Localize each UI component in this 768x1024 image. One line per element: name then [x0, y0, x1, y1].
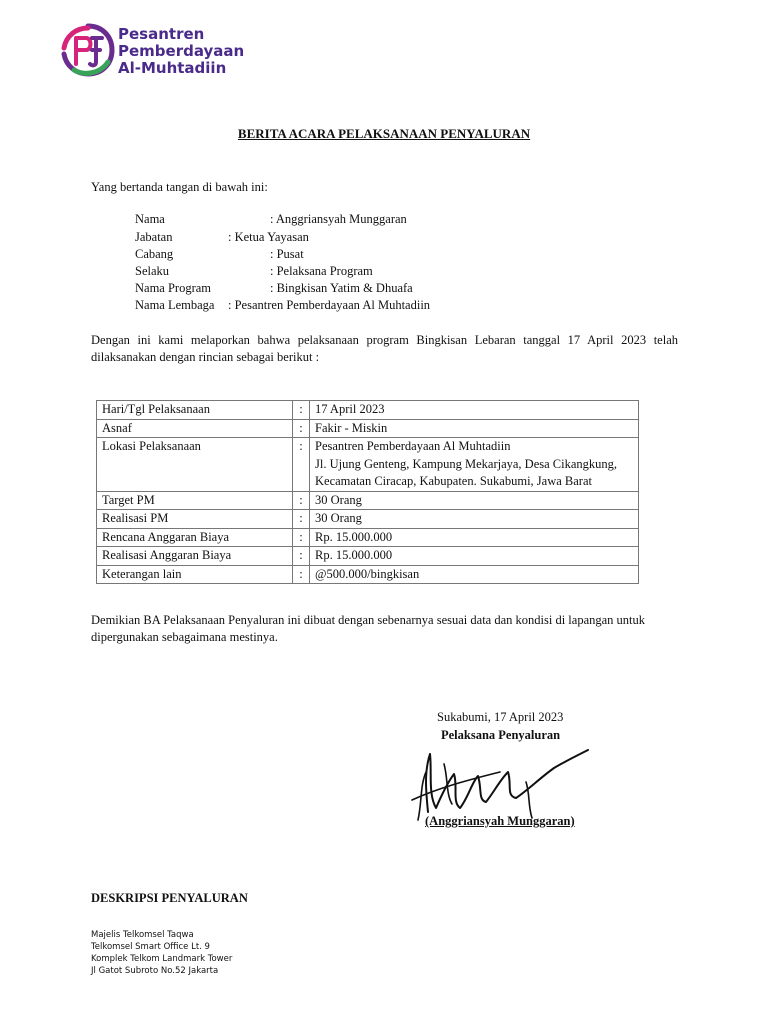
table-row: [97, 419, 639, 438]
detail-label: Rencana Anggaran Biaya: [97, 528, 293, 547]
address-line: Jl Gatot Subroto No.52 Jakarta: [91, 966, 219, 976]
detail-separator: :: [293, 547, 310, 566]
table-row: [97, 438, 639, 492]
detail-separator: :: [293, 419, 310, 438]
field-label: Nama Program: [135, 281, 212, 295]
description-heading: DESKRIPSI PENYALURAN: [91, 891, 248, 905]
signature-name: (Anggriansyah Munggaran): [425, 814, 575, 828]
report-paragraph: Dengan ini kami melaporkan bahwa pelaksanaan program Bingkisan Lebaran tanggal 17 April 2023 telah dilaksanakan dengan rincian sebagai berikut :: [91, 333, 678, 364]
detail-value: 17 April 2023: [310, 401, 639, 420]
details-table: [96, 400, 639, 584]
detail-value: Fakir - Miskin: [310, 419, 639, 438]
field-label: Cabang: [135, 247, 174, 261]
field-value: : Pusat: [270, 247, 304, 261]
field-value: : Bingkisan Yatim & Dhuafa: [270, 281, 413, 295]
address-line: Komplek Telkom Landmark Tower: [91, 954, 233, 964]
detail-value: Rp. 15.000.000: [310, 547, 639, 566]
signature-place-date: Sukabumi, 17 April 2023: [437, 710, 564, 724]
table-row: [97, 401, 639, 420]
organization-name-line-2: Pemberdayaan: [118, 42, 245, 60]
field-value: : Pesantren Pemberdayaan Al Muhtadiin: [228, 298, 431, 312]
address-line: Majelis Telkomsel Taqwa: [91, 930, 194, 940]
address-block: [91, 929, 232, 977]
detail-separator: :: [293, 565, 310, 584]
organization-name-line-3: Al-Muhtadiin: [118, 59, 227, 77]
field-value: : Pelaksana Program: [270, 264, 373, 278]
detail-value: 30 Orang: [310, 510, 639, 529]
detail-value-line: Pesantren Pemberdayaan Al Muhtadiin: [315, 439, 511, 453]
document-title: BERITA ACARA PELAKSANAAN PENYALURAN: [237, 126, 531, 141]
detail-value-line: Kecamatan Ciracap, Kabupaten. Sukabumi, Jawa Barat: [315, 474, 592, 488]
organization-logo: [60, 22, 116, 78]
field-label: Selaku: [135, 264, 170, 278]
table-row: [97, 547, 639, 566]
field-value: : Ketua Yayasan: [228, 230, 309, 244]
organization-name-line-1: Pesantren: [118, 25, 205, 43]
detail-value-line: Jl. Ujung Genteng, Kampung Mekarjaya, Desa Cikangkung,: [315, 456, 618, 471]
field-label: Jabatan: [135, 230, 173, 244]
detail-label: Keterangan lain: [97, 565, 293, 584]
detail-value: [310, 438, 639, 492]
field-value: : Anggriansyah Munggaran: [270, 212, 407, 226]
table-row: [97, 510, 639, 529]
detail-separator: :: [293, 491, 310, 510]
detail-label: Hari/Tgl Pelaksanaan: [97, 401, 293, 420]
detail-separator: :: [293, 438, 310, 492]
address-line: Telkomsel Smart Office Lt. 9: [91, 942, 210, 952]
signature-role: Pelaksana Penyaluran: [441, 728, 561, 742]
field-label: Nama: [135, 212, 165, 226]
detail-value: Rp. 15.000.000: [310, 528, 639, 547]
organization-name: [118, 26, 244, 77]
table-row: [97, 491, 639, 510]
detail-label: Realisasi PM: [97, 510, 293, 529]
detail-separator: :: [293, 401, 310, 420]
detail-separator: :: [293, 510, 310, 529]
closing-paragraph: Demikian BA Pelaksanaan Penyaluran ini dibuat dengan sebenarnya sesuai data dan kondisi di lapangan untuk dipergunakan sebagaimana mestinya.: [91, 613, 646, 644]
detail-separator: :: [293, 528, 310, 547]
detail-label: Asnaf: [97, 419, 293, 438]
detail-label: Target PM: [97, 491, 293, 510]
table-row: [97, 528, 639, 547]
detail-value: @500.000/bingkisan: [310, 565, 639, 584]
detail-value: 30 Orang: [310, 491, 639, 510]
detail-label: Realisasi Anggaran Biaya: [97, 547, 293, 566]
detail-label: Lokasi Pelaksanaan: [97, 438, 293, 492]
table-row: [97, 565, 639, 584]
intro-text: Yang bertanda tangan di bawah ini:: [91, 180, 268, 194]
field-label: Nama Lembaga: [135, 298, 215, 312]
